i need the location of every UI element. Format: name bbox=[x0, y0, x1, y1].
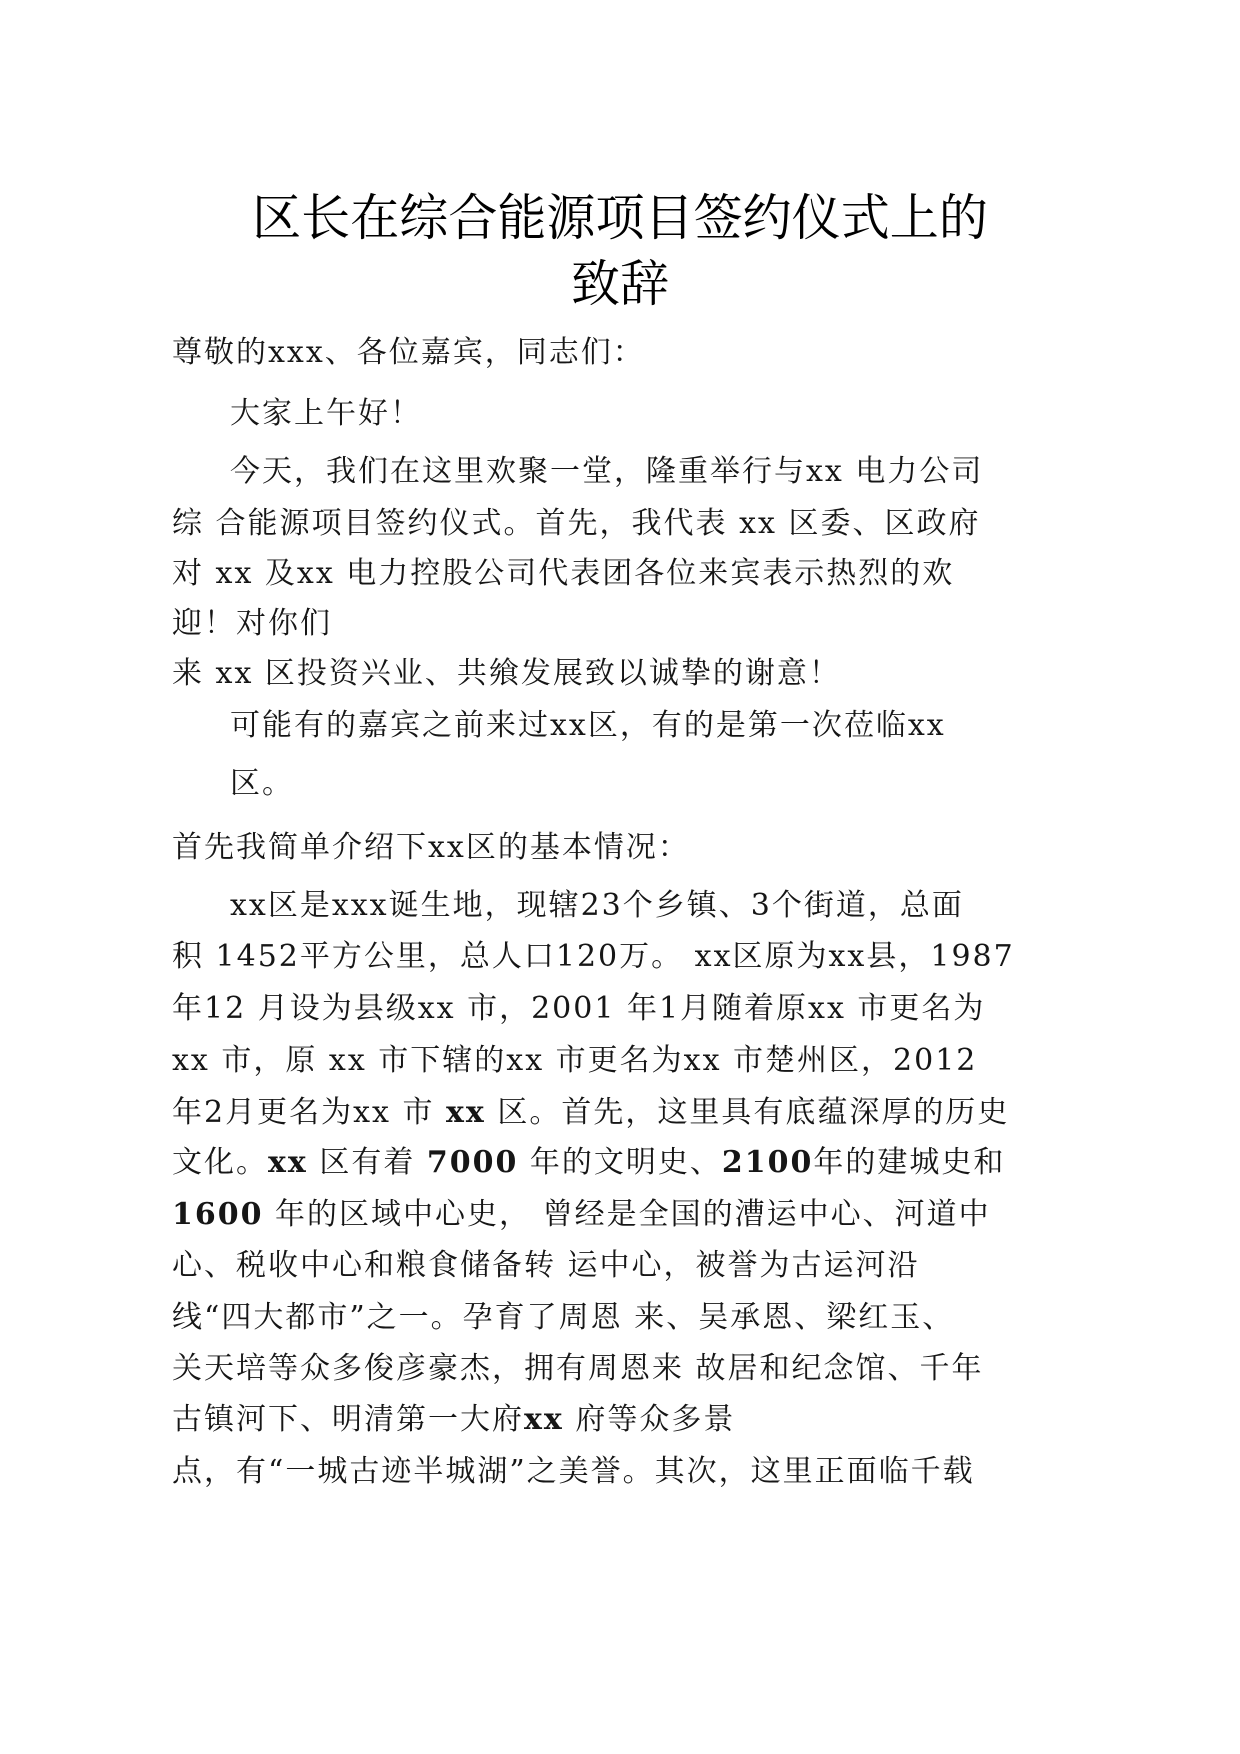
text-run: 区。首先，这里具有底蕴深厚的历史 bbox=[485, 1095, 1010, 1130]
paragraph-line: 对 xx 及xx 电力控股公司代表团各位来宾表示热烈的欢 bbox=[172, 556, 955, 591]
paragraph-line bbox=[172, 1137, 1005, 1181]
text-run: 文化。 bbox=[172, 1145, 268, 1180]
paragraph-line: 今天，我们在这里欢聚一堂，隆重举行与xx 电力公司 bbox=[230, 454, 984, 489]
text-run: 年的建城史和 bbox=[813, 1145, 1006, 1180]
text-run: 年的区域中心史， 曾经是全国的漕运中心、河道中 bbox=[263, 1197, 991, 1232]
paragraph-line: 心、税收中心和粮食储备转 运中心，被誉为古运河沿 bbox=[172, 1248, 920, 1283]
paragraph-line: 积 1452平方公里，总人口120万。 xx区原为xx县，1987 bbox=[172, 939, 1015, 974]
text-run: 古镇河下、明清第一大府 bbox=[172, 1402, 524, 1437]
paragraph-line bbox=[172, 1394, 735, 1438]
bold-text-run: xx bbox=[446, 1095, 486, 1130]
paragraph-line bbox=[172, 1189, 991, 1233]
document-title-line-2: 致辞 bbox=[570, 255, 670, 313]
section-intro: 首先我简单介绍下xx区的基本情况： bbox=[172, 830, 690, 865]
paragraph-line: 点，有“一城古迹半城湖”之美誉。其次，这里正面临千载 bbox=[172, 1454, 975, 1489]
bold-text-run: 7000 bbox=[426, 1145, 519, 1180]
paragraph-line: 年12 月设为县级xx 市，2001 年1月随着原xx 市更名为 bbox=[172, 991, 986, 1026]
paragraph-line: 综 合能源项目签约仪式。首先，我代表 xx 区委、区政府 bbox=[172, 506, 981, 541]
bold-text-run: 1600 bbox=[172, 1197, 264, 1232]
greeting: 大家上午好！ bbox=[230, 396, 422, 431]
bold-text-run: xx bbox=[268, 1145, 308, 1180]
paragraph-line: 迎！对你们 bbox=[172, 606, 332, 641]
text-run: 年的文明史、 bbox=[518, 1145, 722, 1180]
paragraph-line: 线“四大都市”之一。孕育了周恩 来、吴承恩、梁红玉、 bbox=[172, 1300, 955, 1335]
paragraph-line bbox=[172, 1087, 1009, 1131]
paragraph-line: 区。 bbox=[230, 766, 294, 801]
document-title-line-1: 区长在综合能源项目签约仪式上的 bbox=[252, 189, 988, 247]
bold-text-run: xx bbox=[524, 1402, 564, 1437]
paragraph-line: 来 xx 区投资兴业、共飨发展致以诚挚的谢意！ bbox=[172, 656, 841, 691]
text-run: 府等众多景 bbox=[563, 1402, 736, 1437]
paragraph-line: xx区是xxx诞生地，现辖23个乡镇、3个街道，总面 bbox=[230, 888, 964, 923]
bold-text-run: 2100 bbox=[721, 1145, 814, 1180]
paragraph-line: xx 市，原 xx 市下辖的xx 市更名为xx 市楚州区，2012 bbox=[172, 1043, 978, 1078]
salutation: 尊敬的xxx、各位嘉宾，同志们： bbox=[172, 335, 645, 370]
paragraph-line: 关天培等众多俊彦豪杰，拥有周恩来 故居和纪念馆、千年 bbox=[172, 1351, 984, 1386]
text-run: 区有着 bbox=[307, 1145, 427, 1180]
paragraph-line: 可能有的嘉宾之前来过xx区，有的是第一次莅临xx bbox=[230, 708, 946, 743]
text-run: 年2月更名为xx 市 bbox=[172, 1095, 446, 1130]
